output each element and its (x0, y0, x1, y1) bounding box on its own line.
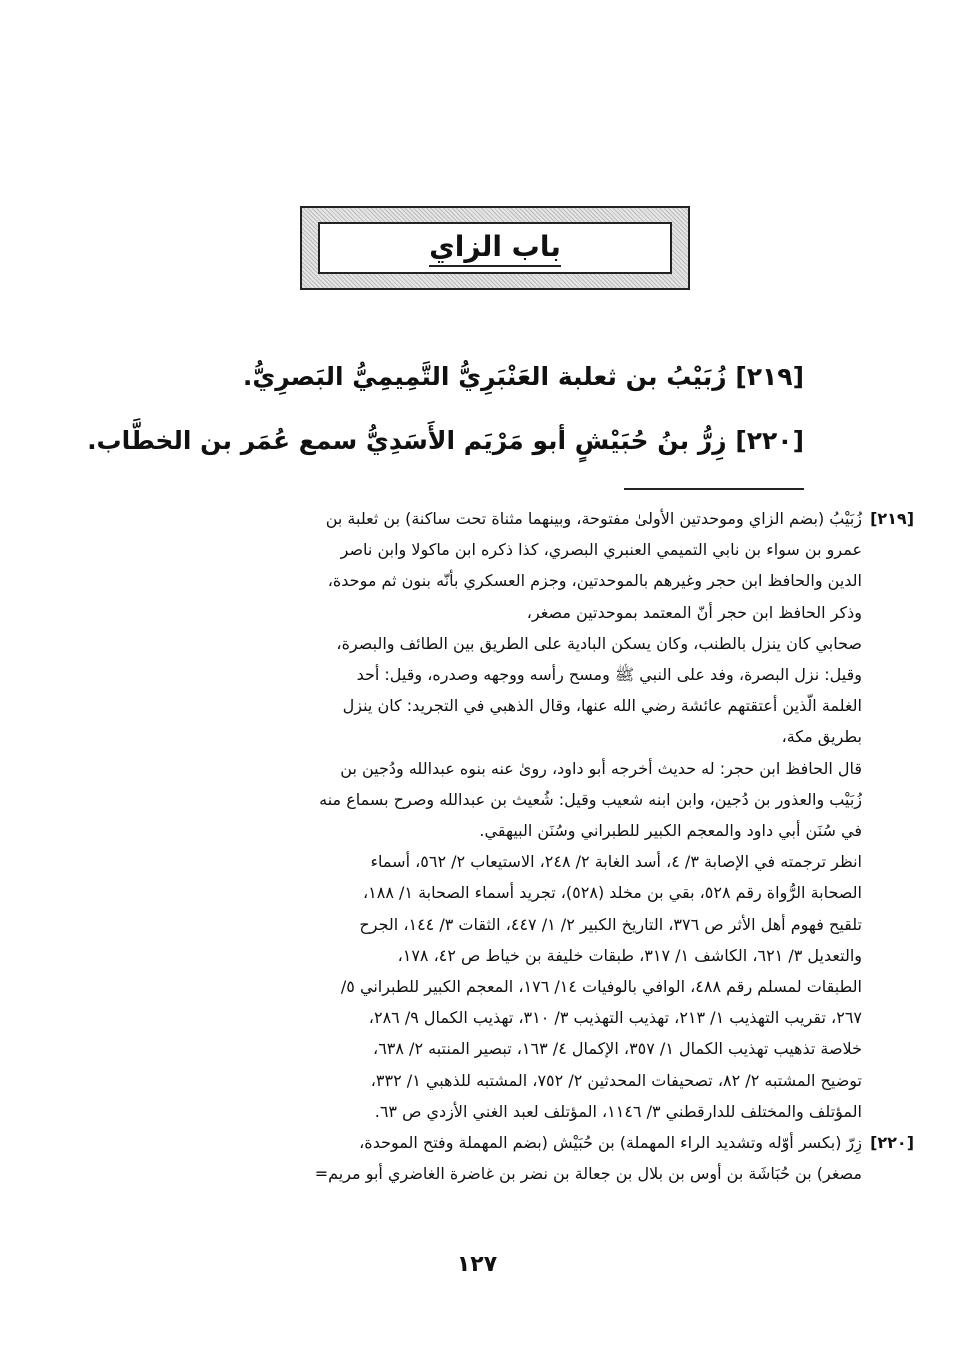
footnote-line: وقيل: نزل البصرة، وفد على النبي ﷺ ومسح رأسه ووجهه وصدره، وقيل: أحد (356, 665, 862, 685)
footnote-line: وذكر الحافظ ابن حجر أنّ المعتمد بموحدتين مصغر، (526, 602, 862, 622)
page-number: ١٢٧ (456, 1252, 498, 1277)
chapter-title: باب الزاي (429, 230, 561, 267)
footnote-line: عمرو بن سواء بن نابي التميمي العنبري البصري، كذا ذكره ابن ماكولا وابن ناصر (340, 540, 862, 560)
footnote-219 (118, 503, 914, 1127)
footnote-line: توضيح المشتبه ٢/ ٨٢، تصحيفات المحدثين ٢/ ٧٥٢، المشتبه للذهبي ١/ ٣٣٢، (370, 1070, 862, 1090)
entry-220: [٢٢٠] زِرُّ بنُ حُبَيْشٍ أبو مَرْيَم الأَسَدِيُّ سمع عُمَر بن الخطَّاب. (87, 426, 804, 455)
footnote-separator (624, 488, 804, 490)
footnotes (118, 503, 914, 1189)
footnote-line: الطبقات لمسلم رقم ٤٨٨، الوافي بالوفيات ١٤/ ١٧٦، المعجم الكبير للطبراني ٥/ (340, 977, 862, 997)
footnote-line: بطريق مكة، (781, 727, 862, 747)
footnote-line: زُبَيْب والعذور بن دُجين، وابن ابنه شعيب وقيل: شُعيث بن عبدالله وصرح بسماع منه (319, 789, 862, 809)
footnote-line: صحابي كان ينزل بالطنب، وكان يسكن البادية على الطريق بين الطائف والبصرة، (336, 633, 862, 653)
footnote-number: [٢٢٠] (870, 1133, 914, 1153)
footnote-line: ٢٦٧، تقريب التهذيب ١/ ٢١٣، تهذيب التهذيب ٣/ ٣١٠، تهذيب الكمال ٩/ ٢٨٦، (368, 1008, 862, 1028)
footnote-line: الدين والحافظ ابن حجر وغيرهم بالموحدتين، وجزم العسكري بأنّه بنون ثم موحدة، (327, 571, 862, 591)
footnote-line: قال الحافظ ابن حجر: له حديث أخرجه أبو داود، روىٰ عنه بنوه عبدالله ودُجين بن (340, 758, 862, 778)
footnote-line: تلقيح فهوم أهل الأثر ص ٣٧٦، التاريخ الكبير ٢/ ١/ ٤٤٧، الثقات ٣/ ١٤٤، الجرح (359, 914, 862, 934)
footnote-line: زِرّ (بكسر أوّله وتشديد الراء المهملة) بن حُبَيْش (بضم المهملة وفتح الموحدة، (359, 1133, 862, 1153)
footnote-220 (118, 1127, 914, 1189)
footnote-line: خلاصة تذهيب تهذيب الكمال ١/ ٣٥٧، الإكمال ٤/ ١٦٣، تبصير المنتبه ٢/ ٦٣٨، (373, 1039, 862, 1059)
chapter-header-frame (300, 206, 690, 290)
footnote-line: الغلمة الّذين أعتقتهم عائشة رضي الله عنها، وقال الذهبي في التجريد: كان ينزل (342, 696, 862, 716)
entry-219: [٢١٩] زُبَيْبُ بن ثعلبة العَنْبَرِيُّ التَّمِيمِيُّ البَصرِيُّ. (242, 362, 804, 391)
footnote-line: المؤتلف والمختلف للدارقطني ٣/ ١١٤٦، المؤتلف لعبد الغني الأزدي ص ٦٣. (374, 1101, 862, 1121)
footnote-line: انظر ترجمته في الإصابة ٣/ ٤، أسد الغابة ٢/ ٢٤٨، الاستيعاب ٢/ ٥٦٢، أسماء (370, 852, 862, 872)
footnote-line: في سُنَن أبي داود والمعجم الكبير للطبراني وسُنَن البيهقي. (479, 821, 862, 841)
footnote-line: مصغر) بن حُبَاشَة بن أوس بن بلال بن جعالة بن نضر بن غاضرة الغاضري أبو مريم= (314, 1164, 862, 1184)
footnote-line: الصحابة الرُّواة رقم ٥٢٨، بقي بن مخلد (٥٢٨)، تجريد أسماء الصحابة ١/ ١٨٨، (362, 883, 862, 903)
chapter-header-inner (318, 222, 672, 274)
footnote-number: [٢١٩] (870, 509, 914, 528)
footnote-line: والتعديل ٣/ ٦٢١، الكاشف ١/ ٣١٧، طبقات خليفة بن خياط ص ٤٢، ١٧٨، (397, 945, 862, 965)
footnote-line: زُبَيْبُ (بضم الزاي وموحدتين الأولىٰ مفتوحة، وبينهما مثناة تحت ساكنة) بن ثعلبة بن (325, 509, 862, 528)
